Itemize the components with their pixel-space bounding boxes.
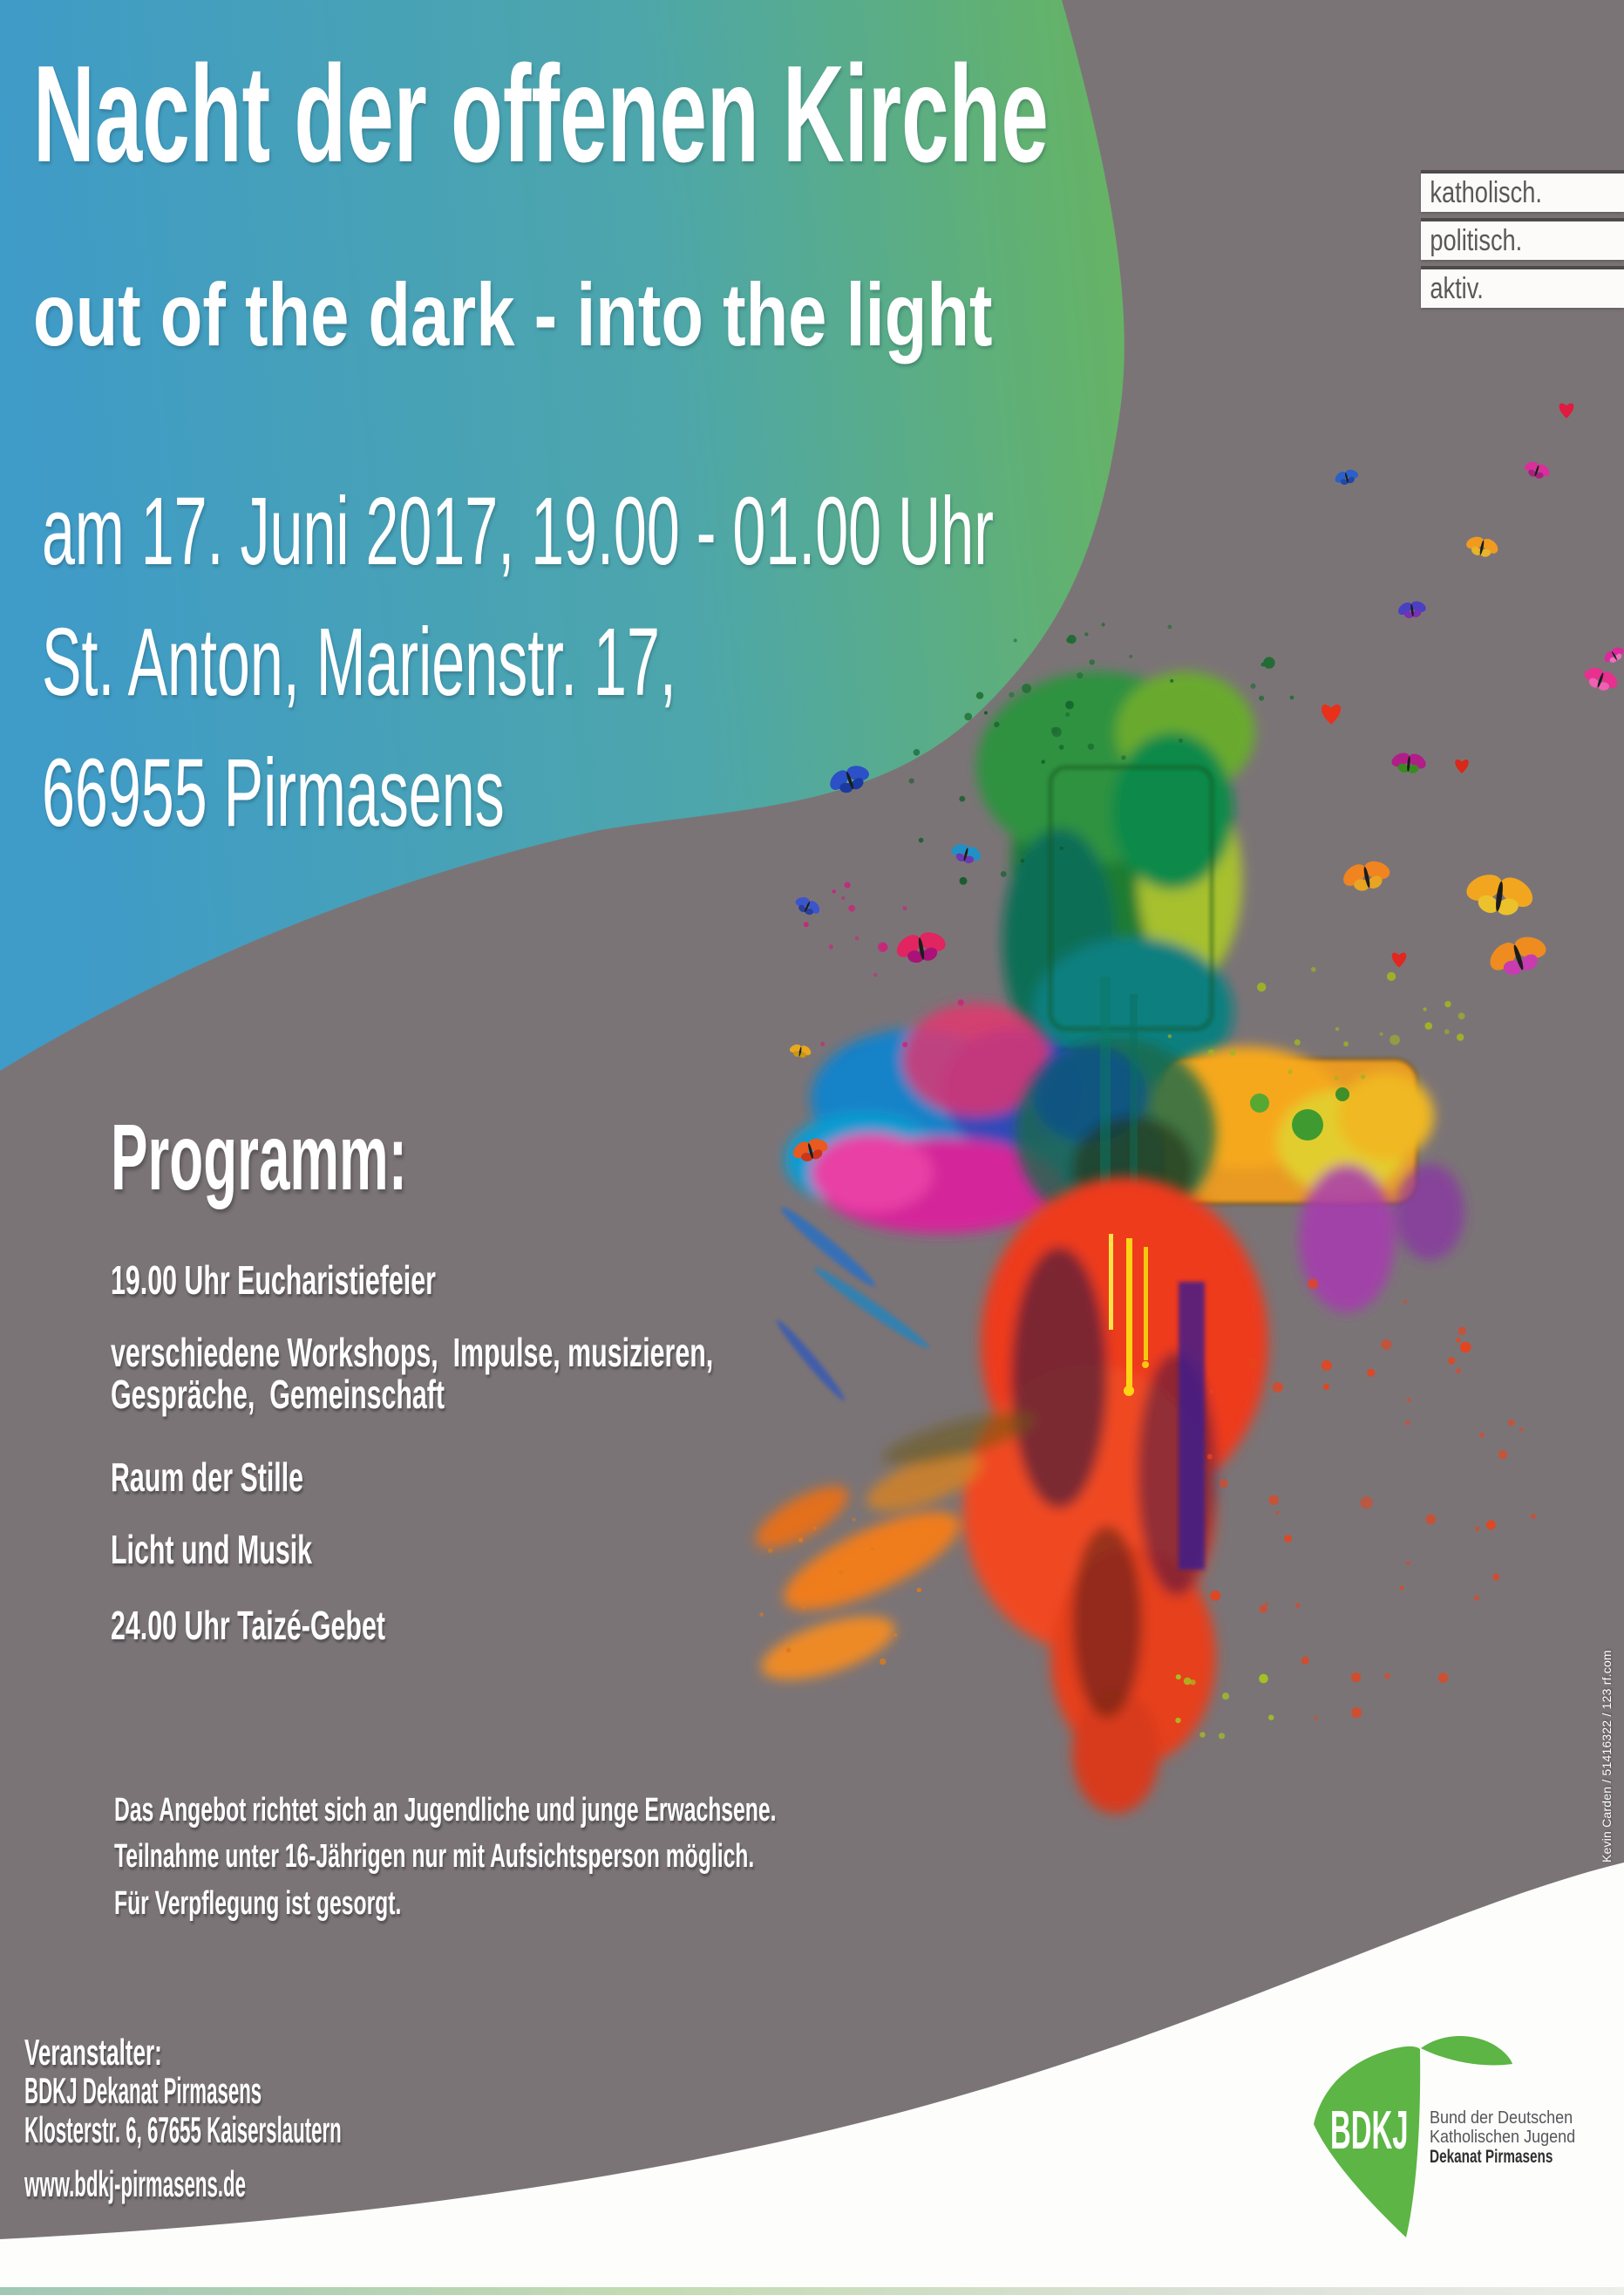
bdkj-logo-line3: Dekanat Pirmasens [1430, 2147, 1553, 2167]
event-date: am 17. Juni 2017, 19.00 - 01.00 Uhr [42, 478, 994, 585]
organizer-website: www.bdkj-pirmasens.de [24, 2163, 246, 2204]
badge-aktiv-label: aktiv. [1430, 272, 1484, 305]
poster-subtitle: out of the dark - into the light [33, 265, 993, 364]
event-venue: St. Anton, Marienstr. 17, [42, 609, 676, 716]
poster-title: Nacht der offenen Kirche [33, 37, 1049, 191]
bdkj-logo-abbr: BDKJ [1330, 2101, 1409, 2161]
program-item-licht-und-musik: Licht und Musik [111, 1527, 313, 1572]
note-catering: Für Verpflegung ist gesorgt. [114, 1885, 402, 1922]
program-heading: Programm: [111, 1104, 407, 1209]
program-item-workshops-2: Gespräche, Gemeinschaft [111, 1372, 445, 1417]
artwork-credit: Kevin Carden / 51416322 / 123 rf.com [1600, 1650, 1614, 1863]
bdkj-logo-line2: Katholischen Jugend [1430, 2128, 1576, 2147]
bdkj-logo-line1: Bund der Deutschen [1430, 2108, 1573, 2128]
note-supervision: Teilnahme unter 16-Jährigen nur mit Aufsichtsperson möglich. [114, 1838, 755, 1875]
organizer-heading: Veranstalter: [24, 2032, 162, 2073]
organizer-address: Klosterstr. 6, 67655 Kaiserslautern [24, 2109, 342, 2150]
badge-katholisch-label: katholisch. [1430, 176, 1542, 209]
program-item-taize-gebet: 24.00 Uhr Taizé-Gebet [111, 1603, 385, 1648]
scan-edge-strip [0, 2287, 1624, 2295]
program-item-workshops: verschiedene Workshops, Impulse, musizieren, [111, 1330, 714, 1375]
event-city: 66955 Pirmasens [42, 739, 505, 847]
note-audience: Das Angebot richtet sich an Jugendliche und junge Erwachsene. [114, 1792, 777, 1829]
organizer-name: BDKJ Dekanat Pirmasens [24, 2070, 262, 2111]
badge-politisch-label: politisch. [1430, 224, 1523, 257]
program-item-raum-der-stille: Raum der Stille [111, 1454, 304, 1500]
program-item-eucharistie: 19.00 Uhr Eucharistiefeier [111, 1257, 436, 1303]
